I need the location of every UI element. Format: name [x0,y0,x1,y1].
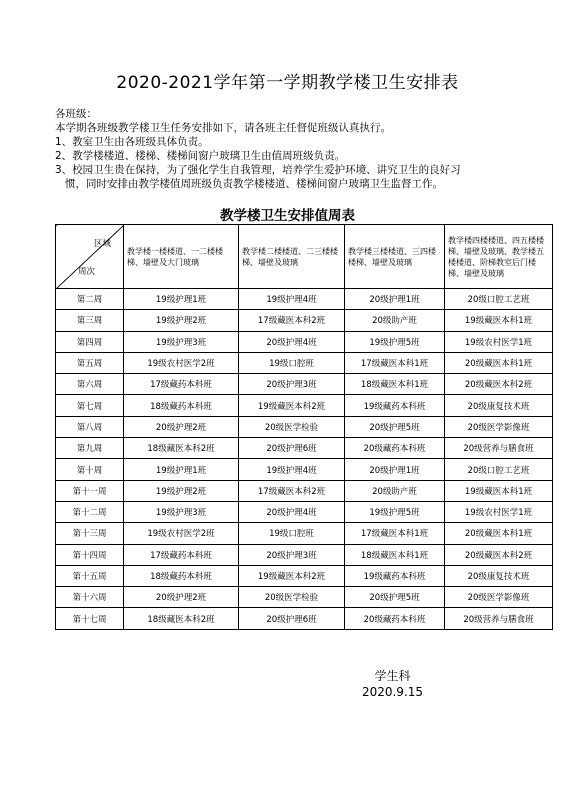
class-cell: 19级农村医学1班 [445,331,553,352]
class-cell: 19级农村医学2班 [124,352,239,373]
class-cell: 20级助产班 [345,480,445,501]
class-cell: 19级护理2班 [124,480,239,501]
class-cell: 20级护理3班 [239,544,345,565]
table-row [56,587,553,608]
class-cell: 17级藏医本科1班 [345,523,445,544]
class-cell: 20级医学检验 [239,416,345,437]
class-cell: 20级护理5班 [345,587,445,608]
table-row [56,395,553,416]
week-cell: 第九周 [56,438,124,459]
table-row [56,352,553,373]
corner-header-cell [56,225,124,289]
week-cell: 第六周 [56,374,124,395]
class-cell: 19级护理4班 [239,289,345,310]
notice-item: 2、教学楼楼道、楼梯、楼梯间窗户玻璃卫生由值周班级负责。 [55,150,346,162]
week-cell: 第十四周 [56,544,124,565]
week-cell: 第十三周 [56,523,124,544]
table-row [56,459,553,480]
class-cell: 19级藏医本科1班 [445,310,553,331]
duty-table [55,224,553,630]
page-title: 2020-2021学年第一学期教学楼卫生安排表 [116,73,459,93]
table-row [56,310,553,331]
signature-office: 学生科 [374,669,411,683]
notice-item-continuation: 惯，同时安排由教学楼值周班级负责教学楼楼道、楼梯间窗户玻璃卫生监督工作。 [65,178,443,190]
class-cell: 19级藏药本科班 [345,565,445,586]
class-cell: 19级藏医本科1班 [445,480,553,501]
table-header-row [56,225,553,289]
week-cell: 第三周 [56,310,124,331]
table-title: 教学楼卫生安排值周表 [220,208,355,224]
class-cell: 20级康复技术班 [445,565,553,586]
table-row [56,565,553,586]
week-cell: 第八周 [56,416,124,437]
week-cell: 第十一周 [56,480,124,501]
class-cell: 20级藏医本科1班 [445,352,553,373]
class-cell: 19级口腔班 [239,352,345,373]
class-cell: 17级藏药本科班 [124,544,239,565]
class-cell: 20级康复技术班 [445,395,553,416]
week-cell: 第七周 [56,395,124,416]
class-cell: 19级护理1班 [124,459,239,480]
area-header: 教学楼三楼楼道、三四楼楼梯、墙壁及玻璃 [345,225,445,289]
class-cell: 20级营养与膳食班 [445,438,553,459]
class-cell: 19级护理5班 [345,501,445,522]
class-cell: 20级助产班 [345,310,445,331]
week-cell: 第十周 [56,459,124,480]
corner-area-label: 区域 [93,239,111,249]
class-cell: 19级护理1班 [124,289,239,310]
class-cell: 20级护理2班 [124,587,239,608]
class-cell: 19级口腔班 [239,523,345,544]
class-cell: 18级藏医本科1班 [345,374,445,395]
week-cell: 第五周 [56,352,124,373]
class-cell: 20级藏医本科2班 [445,544,553,565]
week-cell: 第十五周 [56,565,124,586]
class-cell: 19级藏药本科班 [345,395,445,416]
class-cell: 18级藏药本科班 [124,395,239,416]
class-cell: 20级护理1班 [345,289,445,310]
signature-date: 2020.9.15 [361,685,424,699]
class-cell: 20级护理3班 [239,374,345,395]
notice-greeting: 各班级： [55,108,97,120]
table-row [56,438,553,459]
table-body [56,289,553,630]
class-cell: 20级护理2班 [124,416,239,437]
table-row [56,608,553,629]
notice-item: 3、校园卫生贵在保持，为了强化学生自我管理，培养学生爱护环境、讲究卫生的良好习 [55,164,461,176]
table-row [56,416,553,437]
class-cell: 20级医学检验 [239,587,345,608]
notice-block [55,107,555,191]
table-row [56,544,553,565]
class-cell: 18级藏药本科班 [124,565,239,586]
class-cell: 18级藏医本科2班 [124,608,239,629]
week-cell: 第十六周 [56,587,124,608]
class-cell: 20级口腔工艺班 [445,459,553,480]
class-cell: 20级藏医本科2班 [445,374,553,395]
class-cell: 19级藏医本科2班 [239,395,345,416]
class-cell: 18级藏医本科2班 [124,438,239,459]
table-row [56,501,553,522]
table-row [56,480,553,501]
class-cell: 20级医学影像班 [445,587,553,608]
class-cell: 19级农村医学1班 [445,501,553,522]
table-row [56,331,553,352]
area-header: 教学楼二楼楼道、二三楼楼梯、墙壁及玻璃 [239,225,345,289]
class-cell: 19级护理4班 [239,459,345,480]
area-header: 教学楼一楼楼道、一二楼楼梯、墙壁及大门玻璃 [124,225,239,289]
class-cell: 19级护理3班 [124,331,239,352]
class-cell: 20级护理6班 [239,438,345,459]
class-cell: 20级医学影像班 [445,416,553,437]
class-cell: 19级护理3班 [124,501,239,522]
class-cell: 17级藏医本科2班 [239,480,345,501]
class-cell: 17级藏医本科1班 [345,352,445,373]
class-cell: 18级藏医本科1班 [345,544,445,565]
class-cell: 20级护理6班 [239,608,345,629]
class-cell: 17级藏药本科班 [124,374,239,395]
week-cell: 第十二周 [56,501,124,522]
class-cell: 20级口腔工艺班 [445,289,553,310]
class-cell: 20级藏药本科班 [345,608,445,629]
table-row [56,374,553,395]
class-cell: 19级护理2班 [124,310,239,331]
class-cell: 20级护理1班 [345,459,445,480]
corner-week-label: 周次 [78,267,96,277]
table-row [56,523,553,544]
class-cell: 20级藏药本科班 [345,438,445,459]
week-cell: 第十七周 [56,608,124,629]
class-cell: 20级藏医本科1班 [445,523,553,544]
class-cell: 20级营养与膳食班 [445,608,553,629]
class-cell: 19级护理5班 [345,331,445,352]
table-row [56,289,553,310]
class-cell: 20级护理4班 [239,331,345,352]
class-cell: 20级护理5班 [345,416,445,437]
class-cell: 19级藏医本科2班 [239,565,345,586]
week-cell: 第二周 [56,289,124,310]
class-cell: 17级藏医本科2班 [239,310,345,331]
notice-item: 1、教室卫生由各班级具体负责。 [55,136,209,148]
class-cell: 20级护理4班 [239,501,345,522]
week-cell: 第四周 [56,331,124,352]
area-header: 教学楼四楼楼道、四五楼楼梯、墙壁及玻璃、教学楼五楼楼道、阶梯教室后门楼梯、墙壁及玻璃 [445,225,553,289]
class-cell: 19级农村医学2班 [124,523,239,544]
notice-intro: 本学期各班级教学楼卫生任务安排如下，请各班主任督促班级认真执行。 [55,122,391,134]
